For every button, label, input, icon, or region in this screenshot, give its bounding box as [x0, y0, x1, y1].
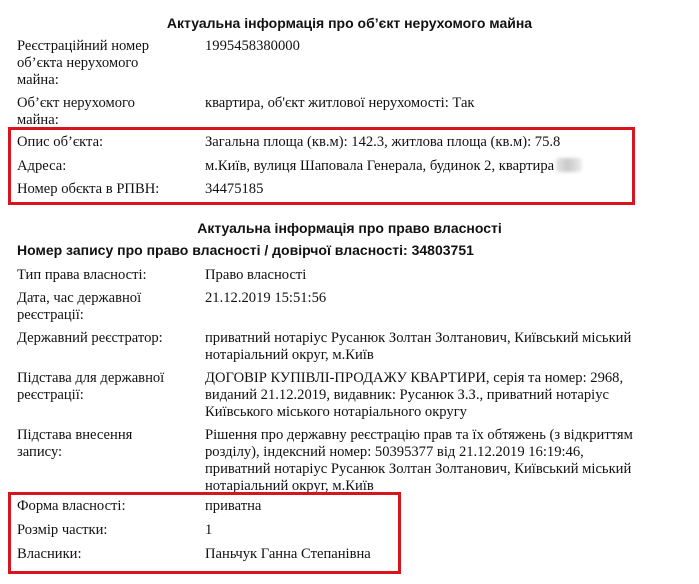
- share-size-label: Розмір частки:: [17, 522, 108, 538]
- address-label: Адреса:: [17, 158, 67, 174]
- owners-value: Паньчук Ганна Степанівна: [205, 546, 371, 562]
- address-value: [205, 158, 582, 175]
- object-value: квартира, об'єкт житлової нерухомості: Так: [205, 95, 475, 111]
- description-value: Загальна площа (кв.м): 142.3, житлова площа (кв.м): 75.8: [205, 134, 561, 150]
- redacted-apartment-number: [556, 158, 582, 172]
- ownership-form-value: приватна: [205, 498, 262, 514]
- description-label: Опис об’єкта:: [17, 134, 104, 150]
- reg-number-value: 1995458380000: [205, 38, 300, 54]
- registration-basis-value: ДОГОВІР КУПІВЛІ-ПРОДАЖУ КВАРТИРИ, серія та номер: 2968, виданий 21.12.2019, видавник: Русанюк З.З., приватний нотаріус Київського міського нотаріального округу: [205, 370, 624, 420]
- ownership-section-heading: Актуальна інформація про право власності: [197, 220, 502, 236]
- rpvn-label: Номер обєкта в РПВН:: [17, 181, 160, 197]
- property-section-heading: Актуальна інформація про об’єкт нерухомого майна: [166, 15, 533, 31]
- registrar-value: приватний нотаріус Русанюк Золтан Золтанович, Київський міський нотаріальний округ, м.Київ: [205, 330, 632, 363]
- ownership-type-label: Тип права власності:: [17, 267, 147, 283]
- reg-number-label: Реєстраційний номер об’єкта нерухомого майна:: [17, 38, 150, 88]
- ownership-form-label: Форма власності:: [17, 498, 126, 514]
- rpvn-value: 34475185: [205, 181, 264, 197]
- object-label: Об’єкт нерухомого майна:: [17, 95, 135, 128]
- ownership-type-value: Право власності: [205, 267, 307, 283]
- registration-basis-label: Підстава для державної реєстрації:: [17, 370, 165, 403]
- registration-date-value: 21.12.2019 15:51:56: [205, 290, 327, 306]
- entry-basis-label: Підстава внесення запису:: [17, 427, 133, 460]
- ownership-record-heading: Номер запису про право власності / довірчої власності: 34803751: [17, 242, 474, 258]
- registration-date-label: Дата, час державної реєстрації:: [17, 290, 142, 323]
- address-text: м.Київ, вулиця Шаповала Генерала, будинок 2, квартира: [205, 158, 555, 174]
- registrar-label: Державний реєстратор:: [17, 330, 163, 346]
- entry-basis-value: Рішення про державну реєстрацію прав та їх обтяжень (з відкриттям розділу), індексний номер: 50395377 від 21.12.2019 16:19:46, приватний нотаріус Русанюк Золтан Золтанович, Київський міський нотаріальний округ, м.Київ: [205, 427, 633, 494]
- share-size-value: 1: [205, 522, 213, 538]
- owners-label: Власники:: [17, 546, 82, 562]
